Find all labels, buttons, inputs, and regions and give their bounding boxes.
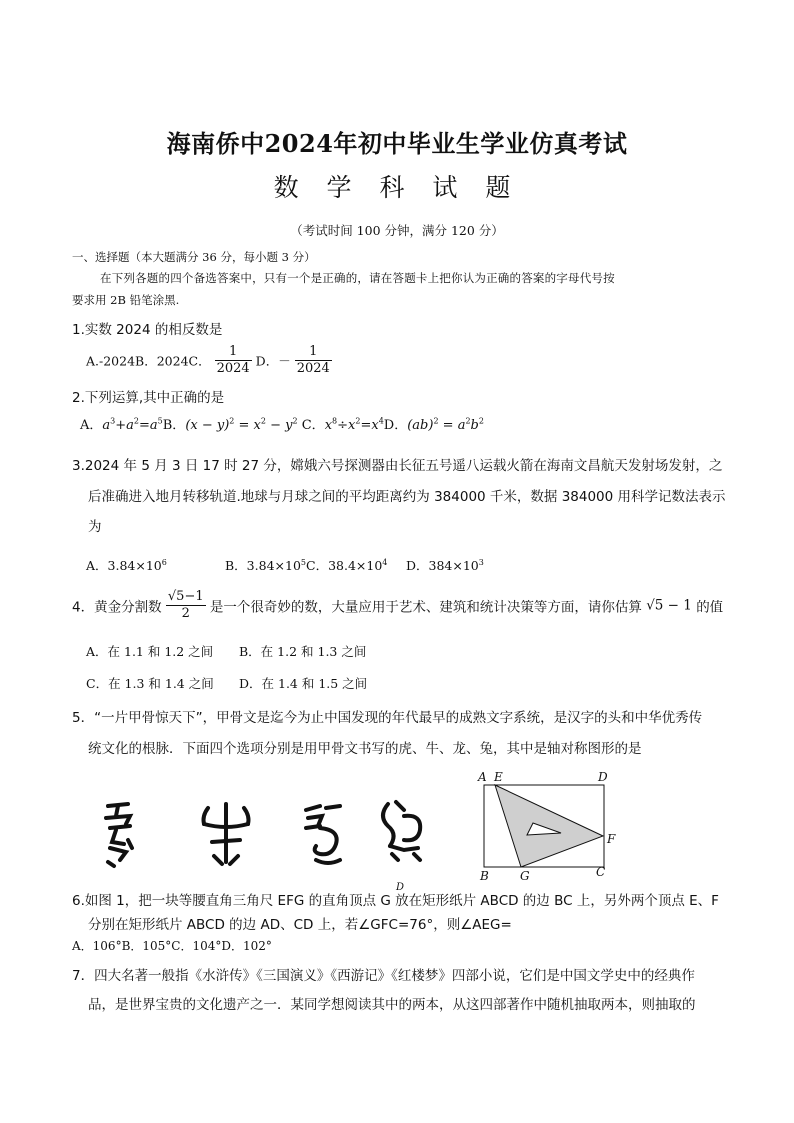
- q4-expr: √5 − 1: [646, 597, 692, 614]
- q2-d-exp: 2: [433, 416, 439, 426]
- q1-fraction-d: [295, 344, 332, 377]
- q3-opt-b-exp: 5: [300, 557, 306, 567]
- q2-b-rhs-exp1: 2: [260, 416, 266, 426]
- q1-frac-d-den: 2024: [296, 361, 330, 376]
- q1-fraction-c: [215, 344, 252, 377]
- q3-line-3: 为: [88, 519, 102, 535]
- q1-option-a-b: A.-2024B．2024C．: [86, 353, 211, 369]
- q7-line-2: 品，是世界宝贵的文化遗产之一．某同学想阅读其中的两本，从这四部著作中随机抽取两本，则抽取的: [88, 997, 696, 1013]
- q4-option-a: A．在 1.1 和 1.2 之间: [86, 644, 214, 659]
- exam-title: 海南侨中2024年初中毕业生学业仿真考试: [166, 129, 628, 158]
- exam-info: （考试时间 100 分钟，满分 120 分）: [290, 223, 504, 238]
- q2-b-rhs2: − y: [265, 418, 293, 433]
- label-e: E: [494, 770, 503, 784]
- q2-options: [80, 414, 484, 433]
- q2-a-label: A．: [80, 418, 103, 433]
- q6-options: A．106°B．105°C．104°D．102°: [72, 939, 272, 953]
- q3-opt-b-text: B．3.84×10: [225, 558, 301, 573]
- q1-frac-c-den: 2024: [216, 361, 250, 376]
- label-c: C: [596, 865, 606, 879]
- instruction-line-1: 在下列各题的四个备选答案中，只有一个是正确的，请在答题卡上把你认为正确的答案的字母代号按: [100, 271, 615, 285]
- q3-opt-a-text: A．3.84×10: [86, 558, 162, 573]
- oracle-glyph-ox: [196, 800, 256, 870]
- q4-frac-den: 2: [181, 606, 190, 621]
- q2-a-exp2: 2: [133, 416, 139, 426]
- q2-d-rhs2: b: [470, 418, 479, 433]
- q4-stem: [72, 589, 723, 622]
- q3-line-1: 3.2024 年 5 月 3 日 17 时 27 分，嫦娥六号探测器由长征五号遥八运载火箭在海南文昌航天发射场发射，之: [72, 458, 723, 474]
- q6-line-1: 6.如图 1，把一块等腰直角三角尺 EFG 的直角顶点 G 放在矩形纸片 ABCD 的边 BC 上，另外两个顶点 E、F: [72, 893, 719, 909]
- q2-c-expr3: =x: [360, 418, 379, 433]
- q2-a-expr3: =a: [139, 418, 158, 433]
- label-d: D: [598, 770, 608, 784]
- q3-opt-d-exp: 3: [478, 557, 484, 567]
- q4-prefix: 4．黄金分割数: [72, 599, 162, 616]
- q2-d-rhs-exp2: 2: [478, 416, 484, 426]
- q2-b-rhs-exp2: 2: [292, 416, 298, 426]
- q1-stem: 1.实数 2024 的相反数是: [72, 322, 223, 338]
- q7-line-1: 7．四大名著一般指《水浒传》《三国演义》《西游记》《红楼梦》四部小说，它们是中国文学史中的经典作: [72, 968, 695, 984]
- q2-d-label: D．: [383, 418, 408, 433]
- q1-option-d: D．－: [255, 353, 291, 369]
- q5-line-1: 5．“一片甲骨惊天下”，甲骨文是迄今为止中国发现的年代最早的成熟文字系统，是汉字的头和中华优秀传: [72, 710, 703, 726]
- q2-c-exp3: 4: [378, 416, 384, 426]
- q2-b-expr: (x − y): [185, 418, 230, 433]
- q2-d-rhs: = a: [438, 418, 466, 433]
- q2-a-expr2: +a: [115, 418, 134, 433]
- stray-label-d: D: [396, 882, 405, 893]
- oracle-glyph-tiger: [100, 800, 140, 870]
- q4-middle: 是一个很奇妙的数，大量应用于艺术、建筑和统计决策等方面，请你估算: [209, 599, 642, 616]
- q1-frac-c-num: 1: [215, 344, 252, 361]
- label-b: B: [480, 869, 489, 883]
- q2-b-label: B．: [162, 418, 186, 433]
- q2-c-exp2: 2: [355, 416, 361, 426]
- q4-frac-num: √5−1: [167, 589, 204, 604]
- q3-opt-c-text: C．38.4×10: [306, 558, 383, 573]
- q3-option-d: [406, 556, 484, 574]
- q4-suffix: 的值: [696, 599, 724, 616]
- label-f: F: [607, 832, 616, 846]
- q4-fraction: [166, 589, 206, 622]
- q3-option-b-c: [225, 556, 387, 574]
- q3-opt-d-text: D．384×10: [406, 558, 479, 573]
- section-heading: 一、选择题（本大题满分 36 分，每小题 3 分）: [72, 250, 316, 264]
- q2-a-exp3: 5: [157, 416, 163, 426]
- oracle-glyph-rabbit: [374, 796, 434, 866]
- q1-options: [86, 344, 332, 377]
- q2-a-expr: a: [102, 418, 111, 433]
- q2-c-expr1: x: [324, 418, 333, 433]
- q2-b-rhs1: = x: [234, 418, 261, 433]
- q5-line-2: 统文化的根脉．下面四个选项分别是用甲骨文书写的虎、牛、龙、兔，其中是轴对称图形的是: [88, 741, 642, 757]
- q2-a-exp1: 3: [110, 416, 116, 426]
- instruction-line-2: 要求用 2B 铅笔涂黑.: [72, 293, 180, 307]
- subject-title: 数 学 科 试 题: [273, 173, 521, 202]
- q3-opt-c-exp: 4: [382, 557, 388, 567]
- q2-c-expr2: ÷x: [337, 418, 356, 433]
- q3-line-2: 后准确进入地月转移轨道.地球与月球之间的平均距离约为 384000 千米，数据 384000 用科学记数法表示: [88, 489, 726, 505]
- q2-c-exp1: 8: [332, 416, 338, 426]
- q3-option-a: [86, 556, 167, 574]
- q4-option-c: C．在 1.3 和 1.4 之间: [86, 676, 214, 691]
- q2-stem: 2.下列运算,其中正确的是: [72, 390, 225, 406]
- q1-frac-d-num: 1: [295, 344, 332, 361]
- q2-d-expr: (ab): [407, 418, 434, 433]
- q2-c-label: C．: [297, 418, 325, 433]
- label-g: G: [520, 869, 530, 883]
- oracle-glyph-dragon: [300, 800, 350, 870]
- q4-option-d: D．在 1.4 和 1.5 之间: [239, 676, 368, 691]
- label-a: A: [478, 770, 487, 784]
- q2-b-exp: 2: [229, 416, 235, 426]
- geometry-figure: [472, 768, 622, 888]
- q3-opt-a-exp: 6: [161, 557, 167, 567]
- q2-d-rhs-exp1: 2: [465, 416, 471, 426]
- q4-option-b: B．在 1.2 和 1.3 之间: [239, 644, 367, 659]
- q6-line-2: 分别在矩形纸片 ABCD 的边 AD、CD 上，若∠GFC=76°，则∠AEG=: [88, 917, 512, 933]
